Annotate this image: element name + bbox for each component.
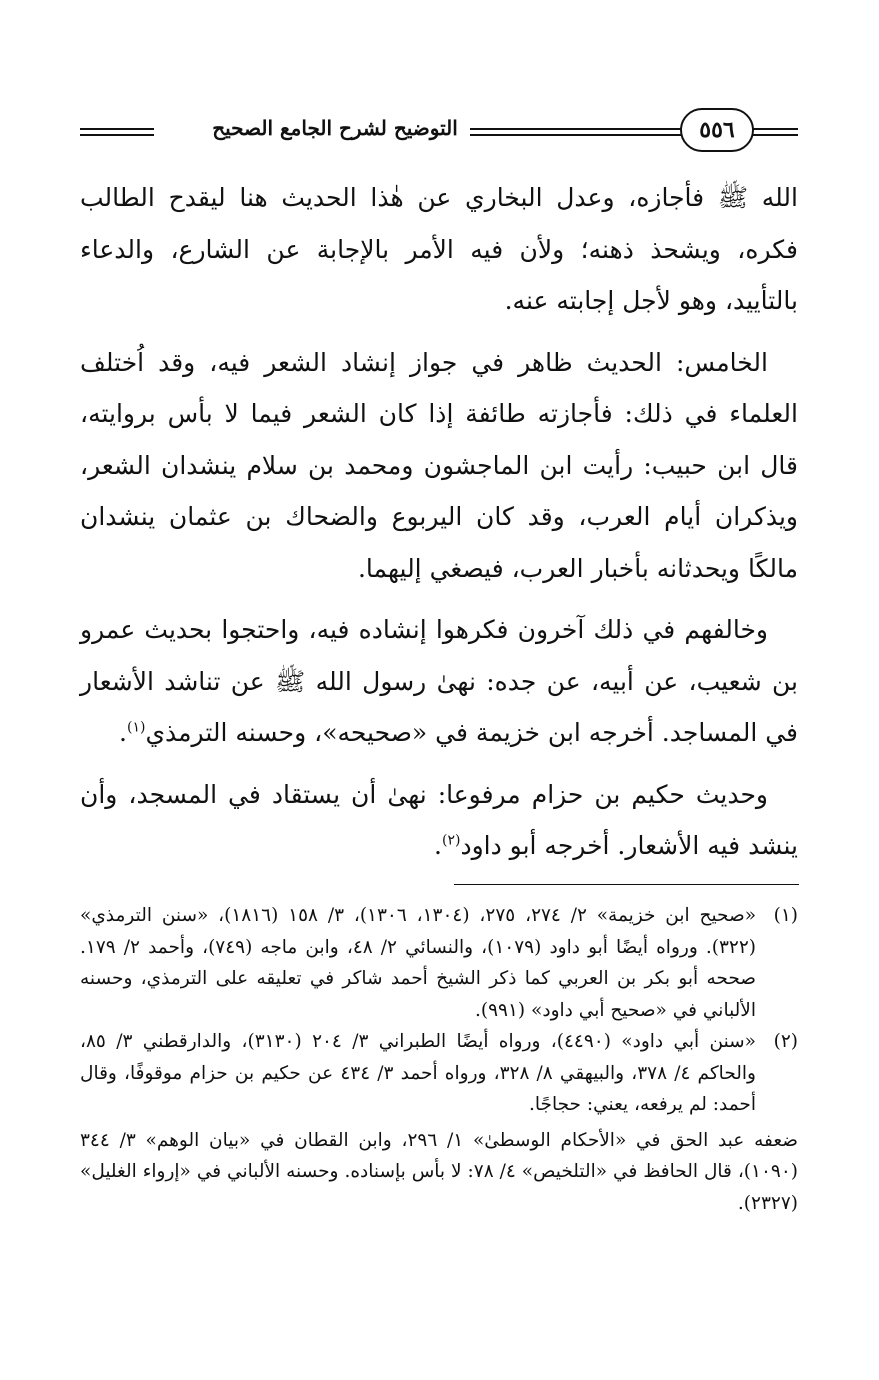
footnote-number: (١) bbox=[773, 905, 798, 926]
footnote-text: «صحيح ابن خزيمة» ٢/ ٢٧٤، ٢٧٥، (١٣٠٤، ١٣٠٦)، ٣/ ١٥٨ (١٨١٦)، «سنن الترمذي» (٣٢٢). ورواه أيضًا أبو داود (١٠٧٩)، والنسائي ٢/ ٤٨، وابن ماجه (٧٤٩)، وأحمد ٢/ ١٧٩. صححه أبو بكر بن العربي كما ذكر الشيخ أحمد شاكر في تعليقه على الترمذي، وحسنه الألباني في «صحيح أبي داود» (٩٩١). bbox=[80, 905, 757, 1021]
paragraph-text: وحديث حكيم بن حزام مرفوعا: نهىٰ أن يستقاد في المسجد، وأن ينشد فيه الأشعار. أخرجه أبو داود bbox=[80, 779, 798, 860]
paragraph-end: . bbox=[119, 718, 127, 747]
paragraph bbox=[80, 769, 798, 872]
paragraph: الله ﷺ فأجازه، وعدل البخاري عن هٰذا الحديث هنا ليقدح الطالب فكره، ويشحذ ذهنه؛ ولأن فيه الأمر بالإجابة عن الشارع، والدعاء بالتأييد، وهو لأجل إجابته عنه. bbox=[80, 183, 798, 315]
header-rule-right bbox=[752, 128, 798, 130]
footnote-text: «سنن أبي داود» (٤٤٩٠)، ورواه أيضًا الطبراني ٣/ ٢٠٤ (٣١٣٠)، والدارقطني ٣/ ٨٥، والحاكم ٤/ ٣٧٨، والبيهقي ٨/ ٣٢٨، ورواه أحمد ٣/ ٤٣٤ عن حكيم بن حزام موقوفًا، وقال أحمد: لم يرفعه، يعني: حجاجًا. bbox=[80, 1031, 756, 1115]
footnote bbox=[80, 900, 798, 1026]
paragraph-end: . bbox=[434, 831, 442, 860]
footnote bbox=[80, 1026, 798, 1121]
footnotes bbox=[80, 900, 798, 1219]
running-header bbox=[80, 108, 798, 158]
footnote-ref[interactable]: (١) bbox=[127, 719, 146, 736]
page-number: ٥٥٦ bbox=[680, 108, 754, 152]
footnote-continuation: ضعفه عبد الحق في «الأحكام الوسطىٰ» ١/ ٢٩٦، وابن القطان في «بيان الوهم» ٣/ ٣٤٤ (١٠٩٠)، قال الحافظ في «التلخيص» ٤/ ٧٨: لا بأس بإسناده. وحسنه الألباني في «إرواء الغليل» (٢٣٢٧). bbox=[80, 1129, 798, 1214]
paragraph-text: وخالفهم في ذلك آخرون فكرهوا إنشاده فيه، واحتجوا بحديث عمرو بن شعيب، عن أبيه، عن جده: نهىٰ رسول الله ﷺ عن تناشد الأشعار في المساجد. أخرجه ابن خزيمة في «صحيحه»، وحسنه الترمذي bbox=[80, 615, 798, 747]
paragraph bbox=[80, 604, 798, 759]
header-rule-left bbox=[80, 128, 154, 130]
paragraph: الخامس: الحديث ظاهر في جواز إنشاد الشعر فيه، وقد اُختلف العلماء في ذلك: فأجازته طائفة إذا كان الشعر فيما لا بأس بروايته، قال ابن حبيب: رأيت ابن الماجشون ومحمد بن سلام ينشدان الشعر، ويذكران أيام العرب، وقد كان اليربوع والضحاك بن عثمان ينشدان مالكًا ويحدثانه بأخبار العرب، فيصغي إليهما. bbox=[80, 347, 798, 583]
main-text bbox=[80, 172, 798, 872]
footnote-separator bbox=[454, 884, 799, 885]
running-title: التوضيح لشرح الجامع الصحيح bbox=[200, 116, 470, 140]
footnote-ref[interactable]: (٢) bbox=[441, 832, 461, 849]
footnote-number: (٢) bbox=[773, 1031, 798, 1052]
